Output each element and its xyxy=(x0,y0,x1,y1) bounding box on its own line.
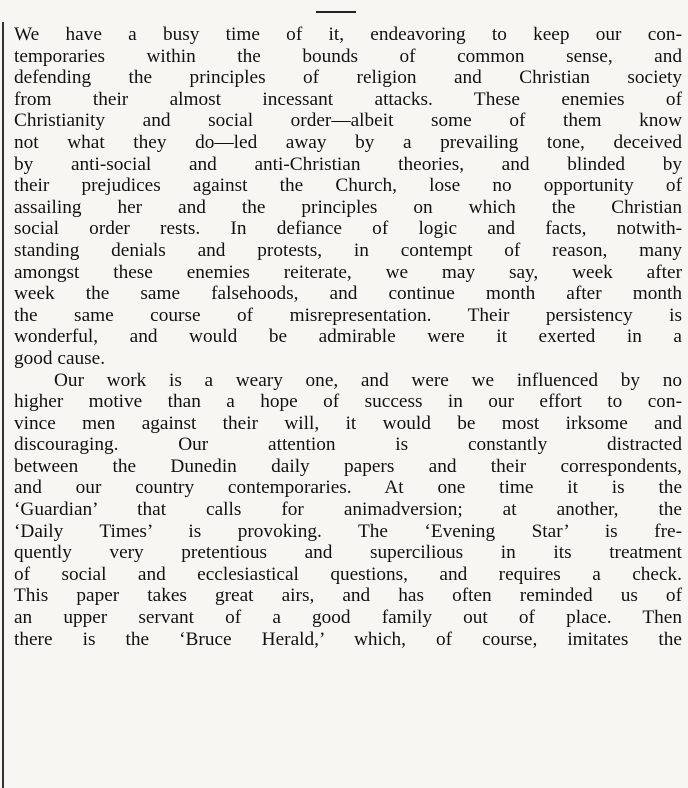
text-line: there is the ‘Bruce Herald,’ which, of course, imitates the xyxy=(14,628,682,650)
text-line: standing denials and protests, in contempt of reason, many xyxy=(14,239,682,261)
text-line: and our country contemporaries. At one time it is the xyxy=(14,477,682,499)
text-line: defending the principles of religion and Christian society xyxy=(14,67,682,89)
text-line: their prejudices against the Church, lose no opportunity of xyxy=(14,175,682,197)
text-line: We have a busy time of it, endeavoring to keep our con- xyxy=(14,24,682,45)
text-line: an upper servant of a good family out of place. Then xyxy=(14,607,682,629)
text-line: assailing her and the principles on which the Christian xyxy=(14,196,682,218)
article-column xyxy=(14,24,682,650)
text-line: Christianity and social order—albeit some of them know xyxy=(14,110,682,132)
paragraph-1 xyxy=(14,24,682,370)
top-rule xyxy=(316,11,356,13)
text-line: quently very pretentious and supercilious in its treatment xyxy=(14,542,682,564)
text-line: Our work is a weary one, and were we influenced by no xyxy=(54,369,682,391)
text-line: amongst these enemies reiterate, we may say, week after xyxy=(14,261,682,283)
text-line: by anti-social and anti-Christian theories, and blinded by xyxy=(14,153,682,175)
text-line: vince men against their will, it would be most irksome and xyxy=(14,412,682,434)
text-line: not what they do—led away by a prevailing tone, deceived xyxy=(14,131,682,153)
text-line: of social and ecclesiastical questions, and requires a check. xyxy=(14,563,682,585)
text-line: good cause. xyxy=(14,347,106,369)
column-rule xyxy=(2,22,4,788)
text-line: This paper takes great airs, and has often reminded us of xyxy=(14,585,682,607)
paragraph-2 xyxy=(14,370,682,651)
text-line: ‘Daily Times’ is provoking. The ‘Evening Star’ is fre- xyxy=(14,520,682,542)
text-line: temporaries within the bounds of common sense, and xyxy=(14,45,682,67)
text-line: social order rests. In defiance of logic and facts, notwith- xyxy=(14,218,682,240)
text-line: week the same falsehoods, and continue month after month xyxy=(14,283,682,305)
text-line: discouraging. Our attention is constantly distracted xyxy=(14,434,682,456)
text-line: wonderful, and would be admirable were it exerted in a xyxy=(14,326,682,348)
text-line: from their almost incessant attacks. These enemies of xyxy=(14,88,682,110)
text-line: the same course of misrepresentation. Their persistency is xyxy=(14,304,682,326)
text-line: higher motive than a hope of success in our effort to con- xyxy=(14,391,682,413)
text-line: ‘Guardian’ that calls for animadversion; at another, the xyxy=(14,499,682,521)
text-line: between the Dunedin daily papers and their correspondents, xyxy=(14,455,682,477)
